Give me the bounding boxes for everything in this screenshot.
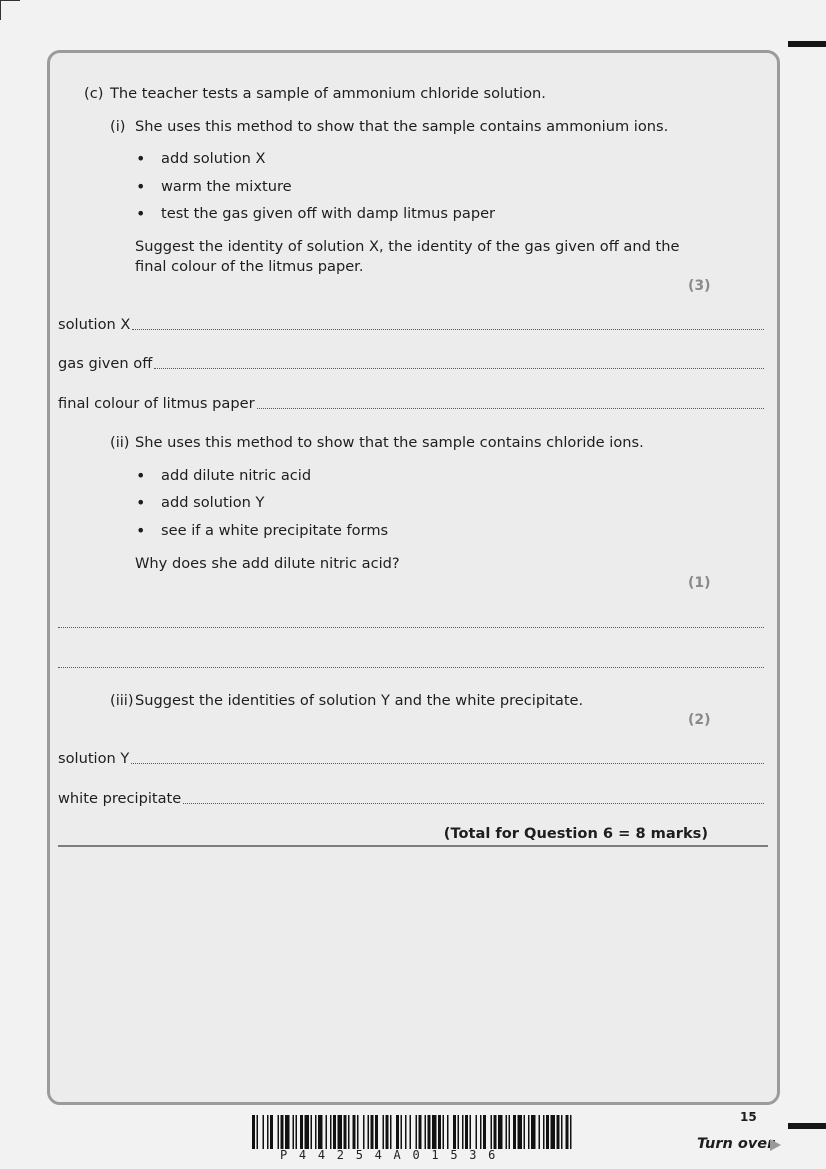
barcode-bar [383,1115,385,1149]
answer-label-gas-given-off: gas given off [58,355,153,372]
answer-line[interactable] [131,763,764,764]
answer-line[interactable] [132,329,764,330]
barcode-bar [390,1115,392,1149]
barcode-bar [296,1115,298,1149]
barcode-bar [263,1115,265,1149]
part-i-bullet-2: warm the mixture [161,178,292,195]
barcode-bar [438,1115,441,1149]
barcode-bar [311,1115,313,1149]
barcode-bar [305,1115,310,1149]
barcode-bar [425,1115,427,1149]
question-total: (Total for Question 6 = 8 marks) [443,825,708,842]
barcode-bar [315,1115,317,1149]
barcode-bar [318,1115,323,1149]
answer-line[interactable] [154,368,764,369]
barcode-bar [333,1115,336,1149]
part-ii-text: She uses this method to show that the sample contains chloride ions. [135,434,644,451]
barcode-bar [498,1115,503,1149]
answer-line[interactable] [58,627,764,628]
barcode-bar [546,1115,549,1149]
barcode-bar [443,1115,445,1149]
turn-over-label: Turn over [697,1136,775,1152]
answer-row-litmus-colour[interactable] [58,395,764,413]
barcode-bar [281,1115,284,1149]
barcode-bar [458,1115,460,1149]
barcode-bar [531,1115,536,1149]
barcode-bar [432,1115,437,1149]
barcode-bar [506,1115,508,1149]
part-c-label: (c) [84,85,104,102]
barcode-bar [447,1115,449,1149]
barcode-bar [419,1115,422,1149]
barcode-bar [494,1115,497,1149]
part-i-label: (i) [110,118,126,135]
barcode-bar [551,1115,556,1149]
barcode-bar [513,1115,516,1149]
barcode-bar [326,1115,328,1149]
barcode-bar [344,1115,347,1149]
barcode-bar [357,1115,359,1149]
barcode-bar [524,1115,526,1149]
part-ii-marks: (1) [688,575,711,591]
bullet-icon: • [136,493,146,512]
barcode [252,1115,576,1149]
barcode-bar [396,1115,399,1149]
barcode-bar [462,1115,464,1149]
edge-mark-top [788,41,826,47]
barcode-bar [405,1115,407,1149]
answer-row-gas-given-off[interactable] [58,355,764,373]
barcode-bar [528,1115,530,1149]
part-ii-bullet-2: add solution Y [161,494,265,511]
barcode-bar [257,1115,259,1149]
barcode-bar [428,1115,431,1149]
barcode-bar [453,1115,456,1149]
barcode-bar [348,1115,350,1149]
barcode-bar [476,1115,478,1149]
barcode-bar [363,1115,365,1149]
answer-row-solution-y[interactable] [58,750,764,768]
barcode-bar [368,1115,370,1149]
part-iii-label: (iii) [110,692,134,709]
barcode-bar [278,1115,280,1149]
part-iii-text: Suggest the identities of solution Y and the white precipitate. [135,692,584,709]
answer-label-litmus-colour: final colour of litmus paper [58,395,255,412]
barcode-bar [518,1115,523,1149]
barcode-bar [371,1115,374,1149]
barcode-bar [480,1115,482,1149]
part-ii-label: (ii) [110,434,130,451]
part-iii-marks: (2) [688,712,711,728]
part-i-marks: (3) [688,278,711,294]
barcode-bar [293,1115,295,1149]
barcode-bar [270,1115,273,1149]
part-i-bullet-1: add solution X [161,150,266,167]
barcode-bar [375,1115,378,1149]
answer-line[interactable] [58,667,764,668]
barcode-bar [386,1115,389,1149]
part-i-text: She uses this method to show that the sample contains ammonium ions. [135,118,669,135]
answer-line[interactable] [183,803,764,804]
answer-label-solution-y: solution Y [58,750,130,767]
barcode-bar [330,1115,332,1149]
barcode-bar [300,1115,303,1149]
turn-over-arrow-icon [770,1139,781,1151]
part-c-intro: The teacher tests a sample of ammonium chloride solution. [110,85,546,102]
part-ii-prompt: Why does she add dilute nitric acid? [135,555,400,572]
answer-row-solution-x[interactable] [58,316,764,334]
answer-row-white-precipitate[interactable] [58,790,764,808]
part-ii-bullet-3: see if a white precipitate forms [161,522,389,539]
barcode-bar [539,1115,541,1149]
barcode-bar [401,1115,403,1149]
answer-line[interactable] [257,408,764,409]
barcode-bar [491,1115,493,1149]
barcode-bar [338,1115,343,1149]
barcode-bar [410,1115,412,1149]
barcode-bar [470,1115,472,1149]
bullet-icon: • [136,521,146,540]
barcode-bar [416,1115,418,1149]
barcode-bar [561,1115,563,1149]
bullet-icon: • [136,204,146,223]
total-rule [58,845,768,847]
barcode-bar [543,1115,545,1149]
part-i-prompt-line-2: final colour of the litmus paper. [135,258,364,275]
registration-corner-mark [0,0,20,20]
barcode-bar [267,1115,269,1149]
edge-mark-bottom [788,1123,826,1129]
barcode-bar [353,1115,356,1149]
barcode-bar [570,1115,572,1149]
barcode-bar [285,1115,290,1149]
barcode-bar [252,1115,255,1149]
barcode-bar [465,1115,468,1149]
barcode-number: P44254A01536 [280,1148,508,1162]
page-number: 15 [740,1110,757,1124]
bullet-icon: • [136,466,146,485]
part-i-prompt-line-1: Suggest the identity of solution X, the identity of the gas given off and the [135,238,680,255]
barcode-bar [566,1115,569,1149]
bullet-icon: • [136,149,146,168]
barcode-bar [557,1115,560,1149]
part-ii-bullet-1: add dilute nitric acid [161,467,312,484]
bullet-icon: • [136,177,146,196]
answer-label-solution-x: solution X [58,316,131,333]
answer-label-white-precipitate: white precipitate [58,790,182,807]
barcode-bar [509,1115,511,1149]
part-i-bullet-3: test the gas given off with damp litmus paper [161,205,496,222]
barcode-bar [483,1115,486,1149]
